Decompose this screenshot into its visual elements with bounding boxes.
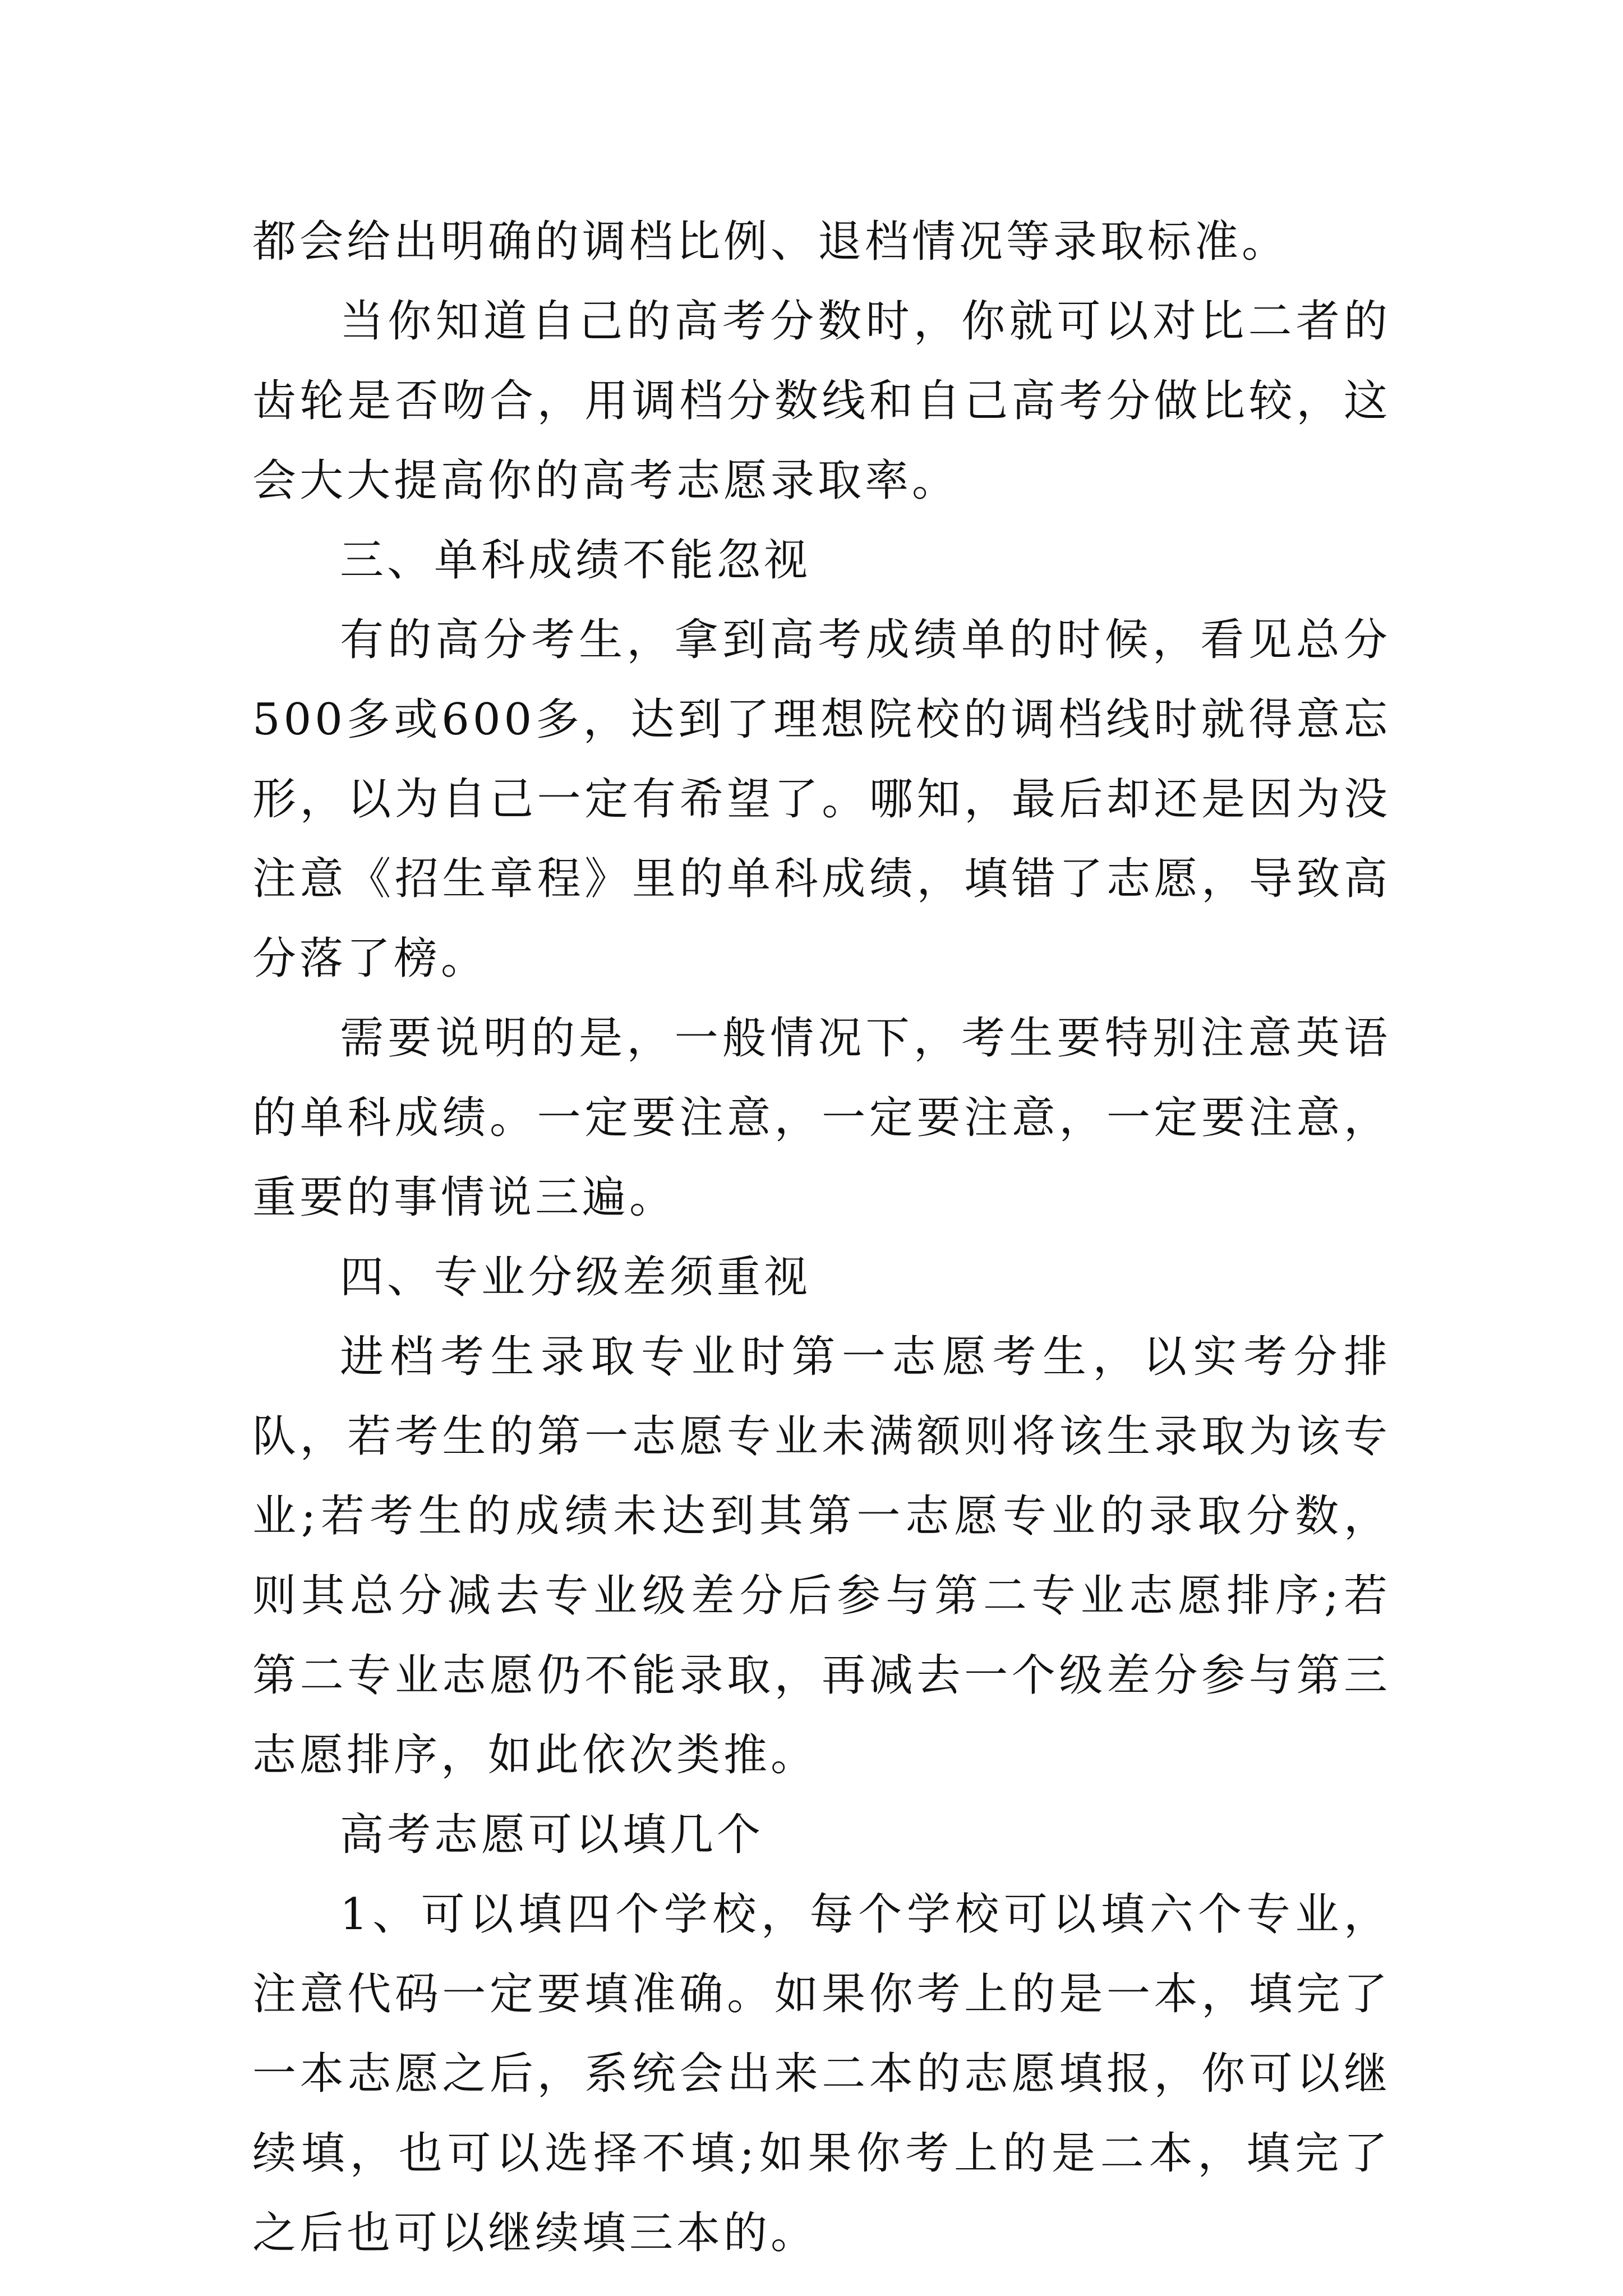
paragraph-high-score-students: 有的高分考生，拿到高考成绩单的时候，看见总分500多或600多，达到了理想院校的调档线时就得意忘形，以为自己一定有希望了。哪知，最后却还是因为没注意《招生章程》里的单科成绩，填错了志愿，导致高分落了榜。	[252, 615, 1391, 984]
paragraph-continuation: 都会给出明确的调档比例、退档情况等录取标准。	[252, 217, 1289, 267]
paragraph-english-score-note: 需要说明的是，一般情况下，考生要特别注意英语的单科成绩。一定要注意，一定要注意，一定要注意，重要的事情说三遍。	[252, 1013, 1391, 1223]
paragraph-four-schools: 1、可以填四个学校，每个学校可以填六个专业，注意代码一定要填准确。如果你考上的是一本，填完了一本志愿之后，系统会出来二本的志愿填报，你可以继续填，也可以选择不填;如果你考上的是二本，填完了之后也可以继续填三本的。	[252, 1889, 1391, 2258]
section-heading-major-grade-difference: 四、专业分级差须重视	[340, 1252, 811, 1303]
section-heading-how-many-choices: 高考志愿可以填几个	[340, 1810, 764, 1860]
document-body	[252, 202, 1391, 2273]
paragraph-major-admission-rules: 进档考生录取专业时第一志愿考生，以实考分排队，若考生的第一志愿专业未满额则将该生录取为该专业;若考生的成绩未达到其第一志愿专业的录取分数，则其总分减去专业级差分后参与第二专业志愿排序;若第二专业志愿仍不能录取，再减去一个级差分参与第三志愿排序，如此依次类推。	[252, 1332, 1391, 1780]
paragraph-score-comparison: 当你知道自己的高考分数时，你就可以对比二者的齿轮是否吻合，用调档分数线和自己高考分做比较，这会大大提高你的高考志愿录取率。	[252, 296, 1391, 506]
section-heading-single-subject: 三、单科成绩不能忽视	[340, 535, 811, 586]
